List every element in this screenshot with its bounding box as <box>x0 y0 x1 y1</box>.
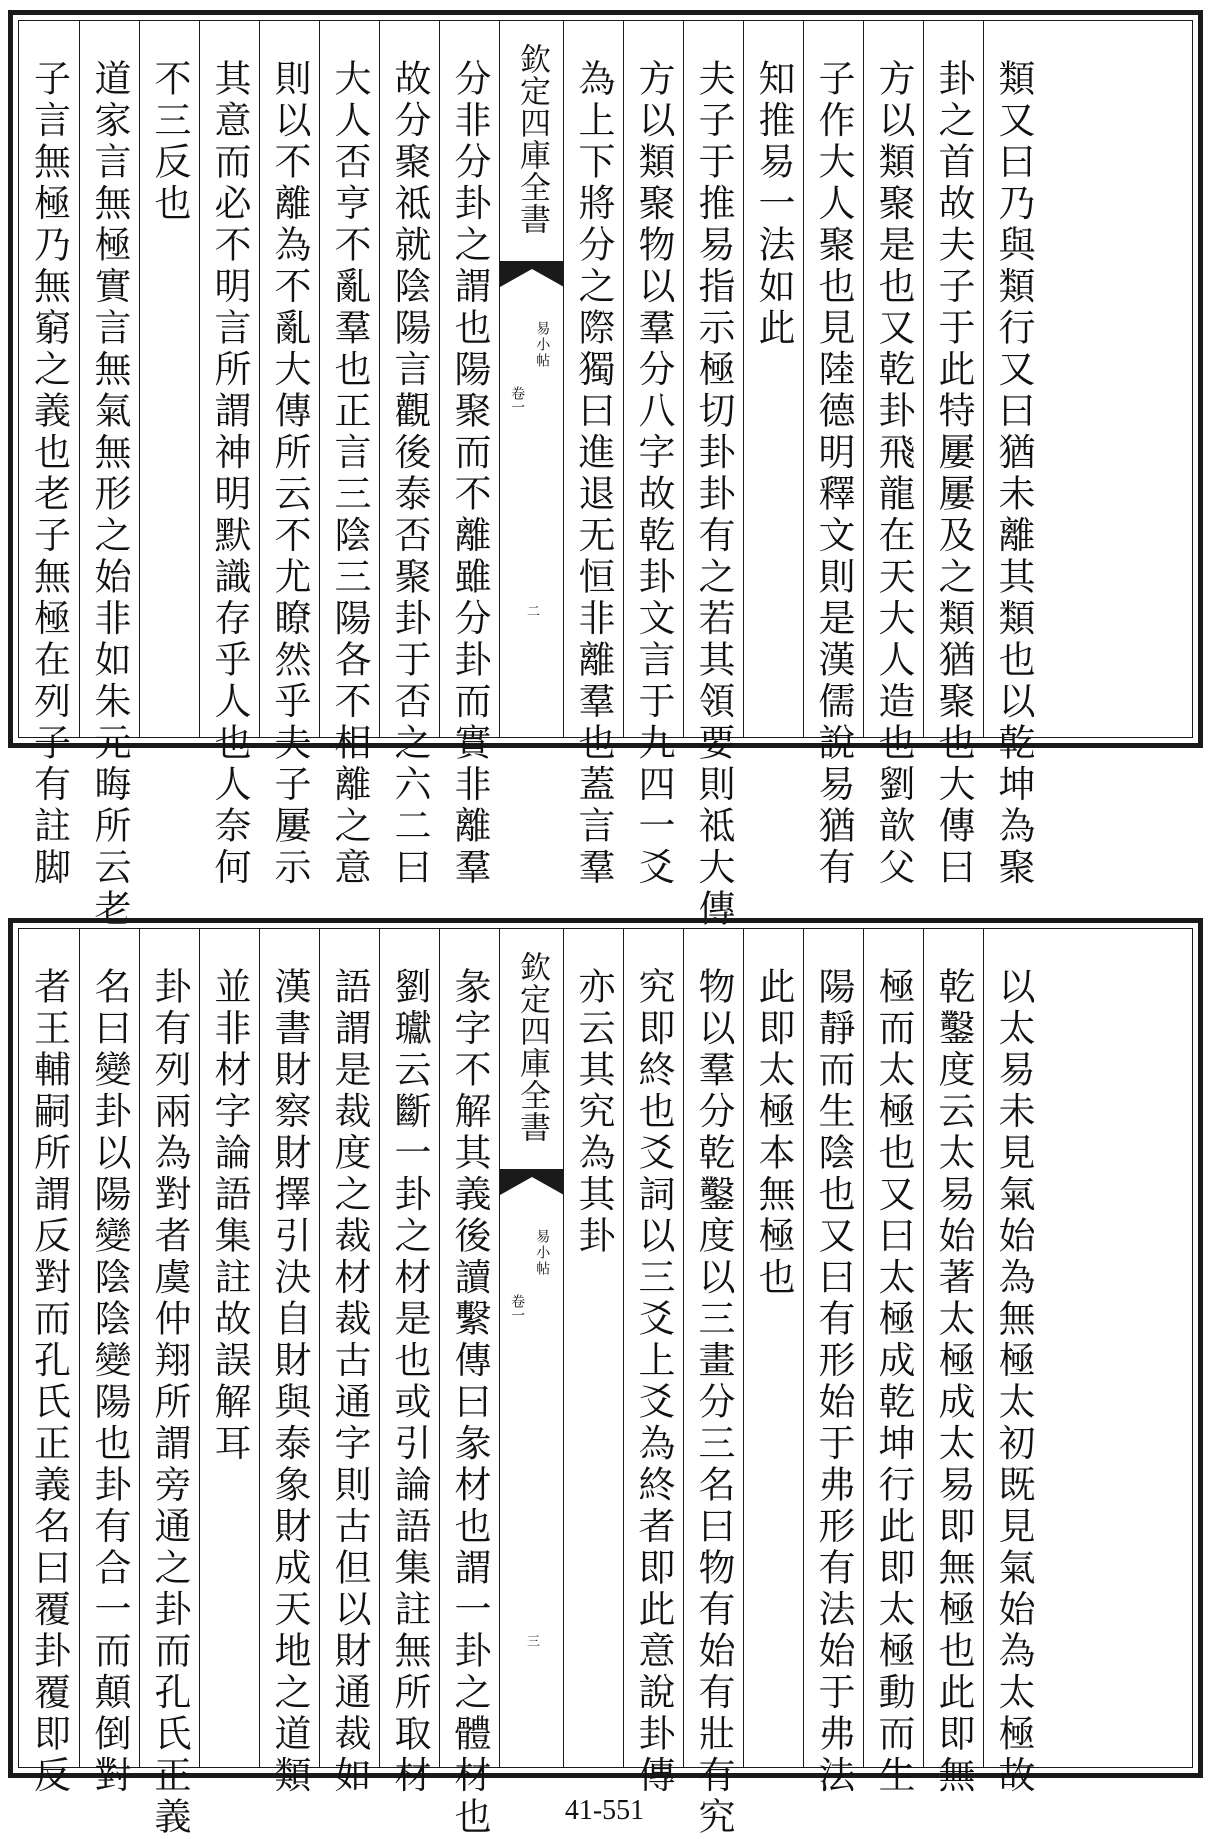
text-column: 類又曰乃與類行又曰猶未離其類也以乾坤為聚 <box>983 21 1043 737</box>
page-number: 三 <box>524 1634 539 1647</box>
text-column: 極而太極也又曰太極成乾坤行此即太極動而生 <box>863 929 923 1767</box>
volume-label: 卷一 <box>509 386 526 414</box>
text-column: 分非分卦之謂也陽聚而不離雖分卦而實非離羣 <box>439 21 499 737</box>
text-column: 大人否亨不亂羣也正言三陰三陽各不相離之意 <box>319 21 379 737</box>
text-column: 故分聚祗就陰陽言觀後泰否聚卦于否之六二曰 <box>379 21 439 737</box>
book-header-title: 欽定四庫全書 <box>514 43 550 235</box>
fishtail-mark-icon <box>500 1169 564 1195</box>
text-column: 究即終也爻詞以三爻上爻為終者即此意說卦傳 <box>623 929 683 1767</box>
text-column: 方以類聚物以羣分八字故乾卦文言于九四一爻 <box>623 21 683 737</box>
text-column: 道家言無極實言無氣無形之始非如朱元晦所云老 <box>79 21 139 737</box>
book-header-title: 欽定四庫全書 <box>514 951 550 1143</box>
text-column: 物以羣分乾鑿度以三畫分三名曰物有始有壯有究 <box>683 929 743 1767</box>
scan-page-number: 41-551 <box>564 1795 645 1826</box>
volume-label: 卷一 <box>509 1294 526 1322</box>
text-column: 乾鑿度云太易始著太極成太易即無極也此即無 <box>923 929 983 1767</box>
fishtail-mark-icon <box>500 261 564 287</box>
text-column: 夫子于推易指示極切卦卦有之若其領要則祗大傳 <box>683 21 743 737</box>
text-column: 則以不離為不亂大傳所云不尤瞭然乎夫子屢示 <box>259 21 319 737</box>
text-column: 卦有列兩為對者虞仲翔所謂旁通之卦而孔氏正義 <box>139 929 199 1767</box>
text-column: 子言無極乃無窮之義也老子無極在列子有註脚 <box>27 59 71 889</box>
text-column: 彖字不解其義後讀繫傳曰彖材也謂一卦之體材也 <box>439 929 499 1767</box>
center-fold-column <box>499 929 563 1767</box>
text-column: 卦之首故夫子于此特屢屢及之類猶聚也大傳曰 <box>923 21 983 737</box>
text-column: 為上下將分之際獨曰進退无恒非離羣也蓋言羣 <box>563 21 623 737</box>
text-column: 陽靜而生陰也又曰有形始于弗形有法始于弗法 <box>803 929 863 1767</box>
text-column: 不三反也 <box>139 21 199 737</box>
text-column: 其意而必不明言所謂神明默識存乎人也人奈何 <box>199 21 259 737</box>
text-column: 此即太極本無極也 <box>743 929 803 1767</box>
text-column: 方以類聚是也又乾卦飛龍在天大人造也劉歆父 <box>863 21 923 737</box>
text-column: 亦云其究為其卦 <box>563 929 623 1767</box>
text-column: 並非材字論語集註故誤解耳 <box>199 929 259 1767</box>
upper-page-frame <box>18 20 1193 931</box>
book-name: 易小帖 <box>534 1229 551 1277</box>
text-column: 劉瓛云斷一卦之材是也或引論語集註無所取材 <box>379 929 439 1767</box>
upper-page <box>8 10 1203 931</box>
text-column: 名曰變卦以陽變陰陰變陽也卦有合一而顛倒對 <box>79 929 139 1767</box>
text-column: 語謂是裁度之裁材裁古通字則古但以財通裁如 <box>319 929 379 1767</box>
book-name: 易小帖 <box>534 321 551 369</box>
text-column: 知推易一法如此 <box>743 21 803 737</box>
page-number: 二 <box>524 604 539 617</box>
text-column: 以太易未見氣始為無極太初既見氣始為太極故 <box>983 929 1043 1767</box>
text-column: 者王輔嗣所謂反對而孔氏正義名曰覆卦覆即反 <box>27 967 71 1797</box>
center-fold-column <box>499 21 563 737</box>
text-column: 子作大人聚也見陸德明釋文則是漢儒說易猶有 <box>803 21 863 737</box>
text-column: 漢書財察財擇引決自財與泰象財成天地之道類 <box>259 929 319 1767</box>
